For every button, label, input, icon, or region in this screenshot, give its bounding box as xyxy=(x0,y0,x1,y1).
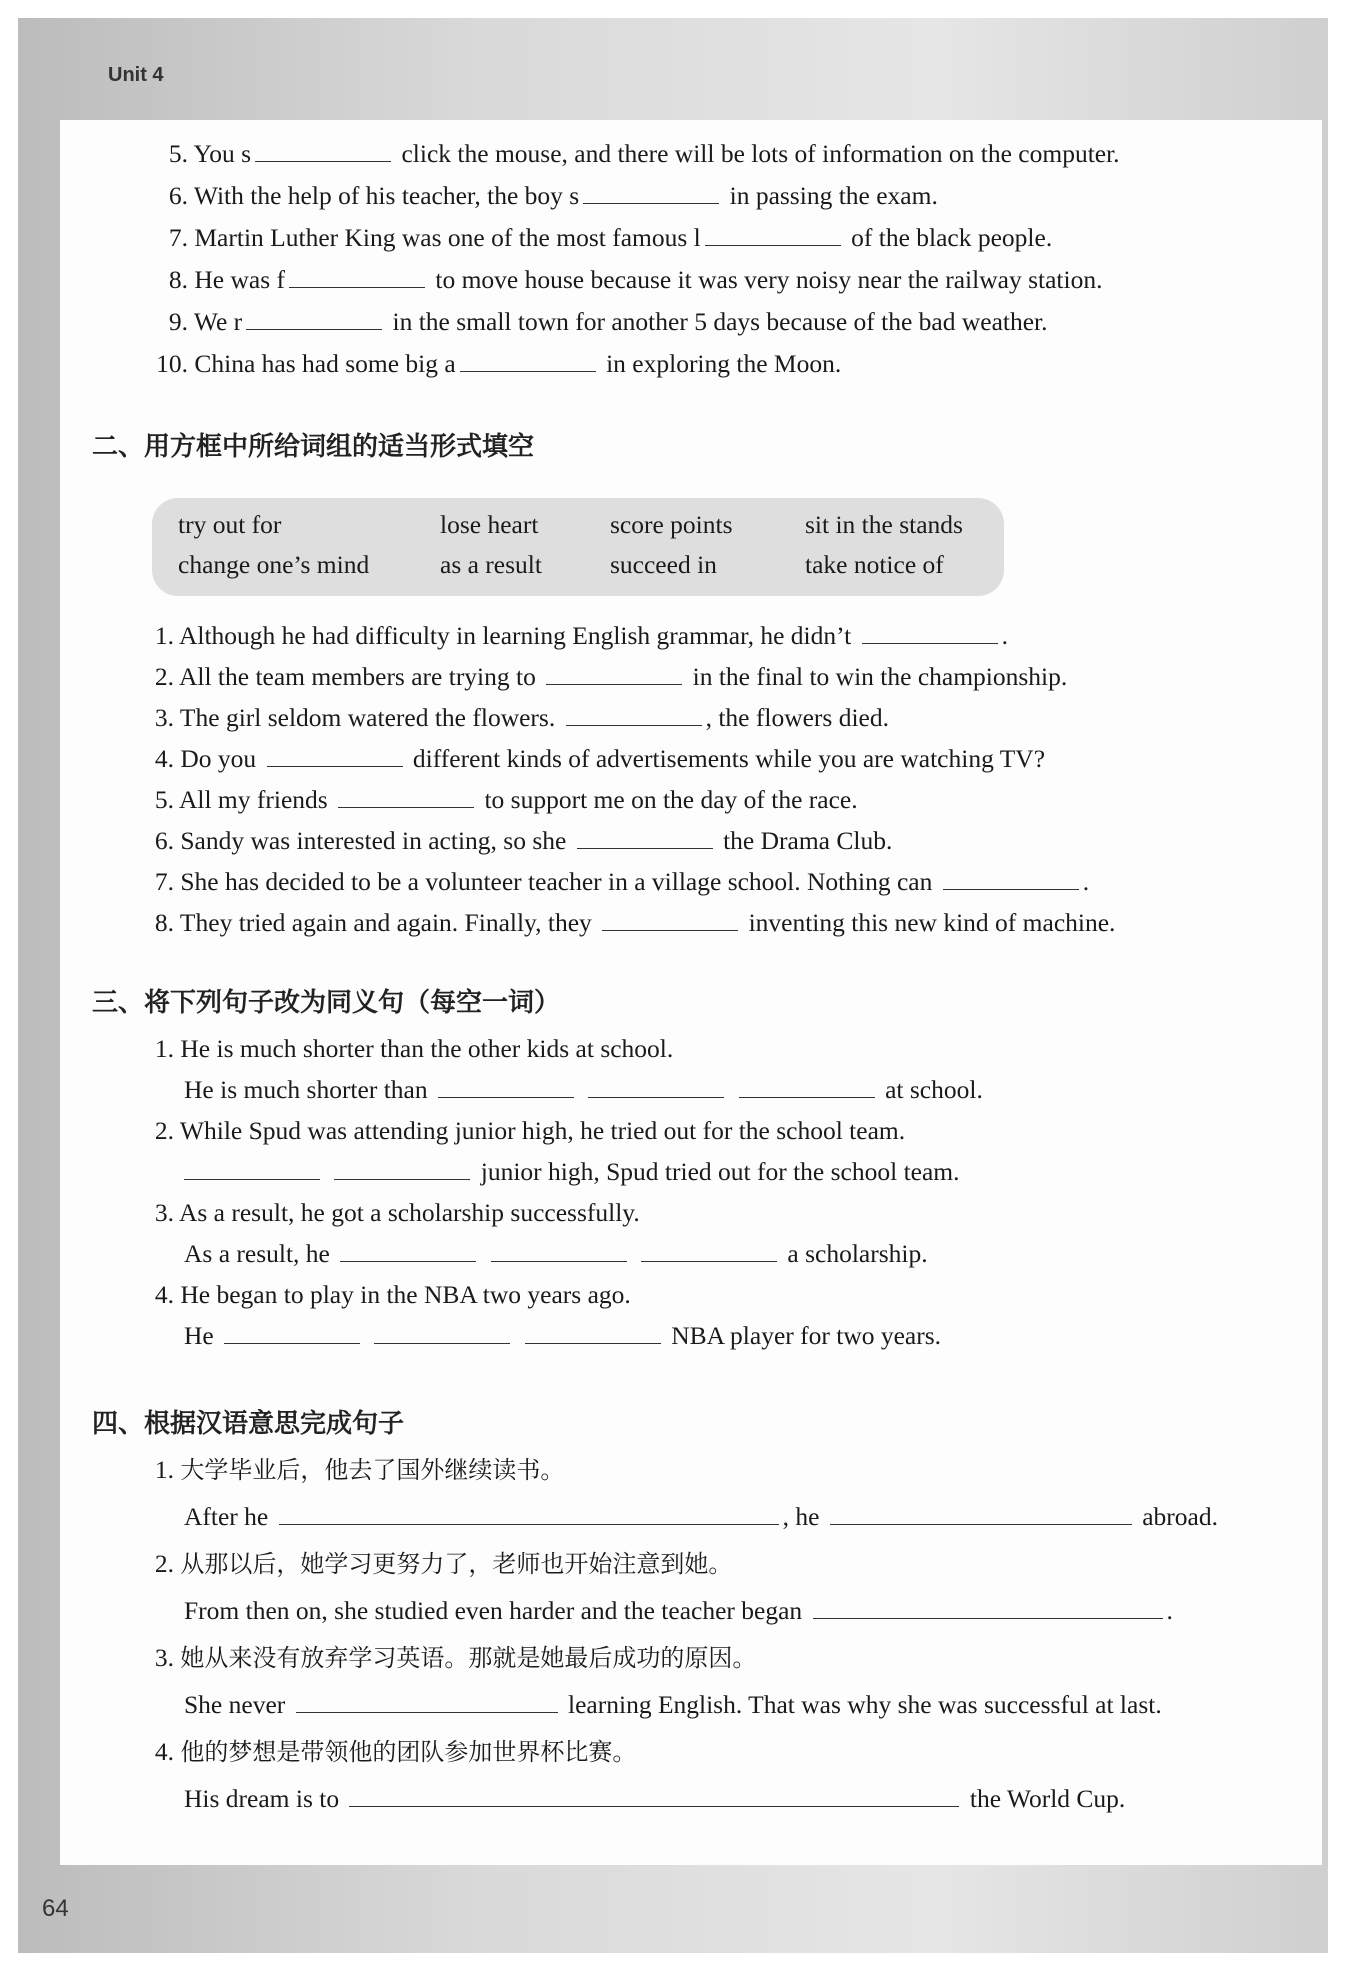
answer-blank[interactable] xyxy=(460,349,596,372)
word-option: as a result xyxy=(440,550,542,579)
unit-label: Unit 4 xyxy=(108,64,164,86)
s3-item-1-answer: He is much shorter than at school. xyxy=(184,1075,983,1104)
answer-blank[interactable] xyxy=(279,1502,779,1525)
s3-item-2-answer: junior high, Spud tried out for the school team. xyxy=(184,1156,960,1188)
s2-item-1: 1. Although he had difficulty in learning English grammar, he didn’t . xyxy=(154,621,1008,650)
answer-blank[interactable] xyxy=(602,908,738,931)
answer-blank[interactable] xyxy=(255,139,391,162)
s4-item-4-chinese: 4. 他的梦想是带领他的团队参加世界杯比赛。 xyxy=(154,1737,637,1766)
answer-blank[interactable] xyxy=(566,703,702,726)
s1-item-10: 10. China has had some big a in exploring the Moon. xyxy=(156,349,842,378)
answer-blank[interactable] xyxy=(349,1784,959,1807)
s4-item-2-chinese: 2. 从那以后，她学习更努力了，老师也开始注意到她。 xyxy=(154,1549,733,1578)
s2-item-3: 3. The girl seldom watered the flowers. , the flowers died. xyxy=(154,703,889,732)
answer-blank[interactable] xyxy=(739,1075,875,1098)
answer-blank[interactable] xyxy=(641,1239,777,1262)
s4-item-3-answer: She never learning English. That was why she was successful at last. xyxy=(184,1690,1162,1719)
section-4-title: 四、根据汉语意思完成句子 xyxy=(92,1409,405,1439)
s2-item-5: 5. All my friends to support me on the day of the race. xyxy=(154,785,858,814)
s3-item-3-answer: As a result, he a scholarship. xyxy=(184,1239,928,1268)
section-3-title: 三、将下列句子改为同义句（每空一词） xyxy=(92,988,561,1018)
s1-item-7: 7. Martin Luther King was one of the most famous l of the black people. xyxy=(168,223,1053,252)
s3-item-4-sentence: 4. He began to play in the NBA two years ago. xyxy=(154,1280,631,1309)
answer-blank[interactable] xyxy=(338,785,474,808)
s2-item-4: 4. Do you different kinds of advertisements while you are watching TV? xyxy=(154,744,1046,773)
s3-item-1-sentence: 1. He is much shorter than the other kids at school. xyxy=(154,1034,674,1063)
answer-blank[interactable] xyxy=(705,223,841,246)
answer-blank[interactable] xyxy=(546,662,682,685)
s2-item-7: 7. She has decided to be a volunteer teacher in a village school. Nothing can . xyxy=(154,867,1090,896)
answer-blank[interactable] xyxy=(577,826,713,849)
answer-blank[interactable] xyxy=(224,1321,360,1344)
section-2-title: 二、用方框中所给词组的适当形式填空 xyxy=(92,432,535,462)
s1-item-6: 6. With the help of his teacher, the boy s in passing the exam. xyxy=(168,181,938,210)
s3-item-3-sentence: 3. As a result, he got a scholarship successfully. xyxy=(154,1198,640,1227)
s2-item-6: 6. Sandy was interested in acting, so she the Drama Club. xyxy=(154,826,893,855)
answer-blank[interactable] xyxy=(289,265,425,288)
answer-blank[interactable] xyxy=(525,1321,661,1344)
s1-item-9: 9. We r in the small town for another 5 days because of the bad weather. xyxy=(168,307,1048,336)
word-option: lose heart xyxy=(440,510,539,539)
answer-blank[interactable] xyxy=(491,1239,627,1262)
s2-item-2: 2. All the team members are trying to in the final to win the championship. xyxy=(154,662,1068,691)
s3-item-4-answer: He NBA player for two years. xyxy=(184,1321,942,1350)
answer-blank[interactable] xyxy=(438,1075,574,1098)
answer-blank[interactable] xyxy=(184,1157,320,1180)
word-option: try out for xyxy=(178,510,282,539)
page-number: 64 xyxy=(42,1895,69,1922)
word-option: succeed in xyxy=(610,550,717,579)
s1-item-8: 8. He was f to move house because it was very noisy near the railway station. xyxy=(168,265,1103,294)
word-option: score points xyxy=(610,510,733,539)
answer-blank[interactable] xyxy=(296,1690,558,1713)
answer-blank[interactable] xyxy=(246,307,382,330)
answer-blank[interactable] xyxy=(267,744,403,767)
s4-item-4-answer: His dream is to the World Cup. xyxy=(184,1784,1126,1813)
answer-blank[interactable] xyxy=(943,867,1079,890)
s2-item-8: 8. They tried again and again. Finally, they inventing this new kind of machine. xyxy=(154,908,1116,937)
answer-blank[interactable] xyxy=(583,181,719,204)
s4-item-1-answer: After he , he abroad. xyxy=(184,1502,1218,1531)
answer-blank[interactable] xyxy=(862,621,998,644)
s1-item-5: 5. You s click the mouse, and there will be lots of information on the computer. xyxy=(168,139,1120,168)
s4-item-3-chinese: 3. 她从来没有放弃学习英语。那就是她最后成功的原因。 xyxy=(154,1643,757,1672)
answer-blank[interactable] xyxy=(830,1502,1132,1525)
s4-item-2-answer: From then on, she studied even harder and the teacher began . xyxy=(184,1596,1173,1625)
word-option: take notice of xyxy=(805,550,944,579)
answer-blank[interactable] xyxy=(334,1157,470,1180)
answer-blank[interactable] xyxy=(813,1596,1163,1619)
word-option: sit in the stands xyxy=(805,510,963,539)
word-option: change one’s mind xyxy=(178,550,370,579)
answer-blank[interactable] xyxy=(374,1321,510,1344)
answer-blank[interactable] xyxy=(588,1075,724,1098)
s4-item-1-chinese: 1. 大学毕业后，他去了国外继续读书。 xyxy=(154,1455,565,1484)
s3-item-2-sentence: 2. While Spud was attending junior high, he tried out for the school team. xyxy=(154,1116,906,1145)
answer-blank[interactable] xyxy=(340,1239,476,1262)
